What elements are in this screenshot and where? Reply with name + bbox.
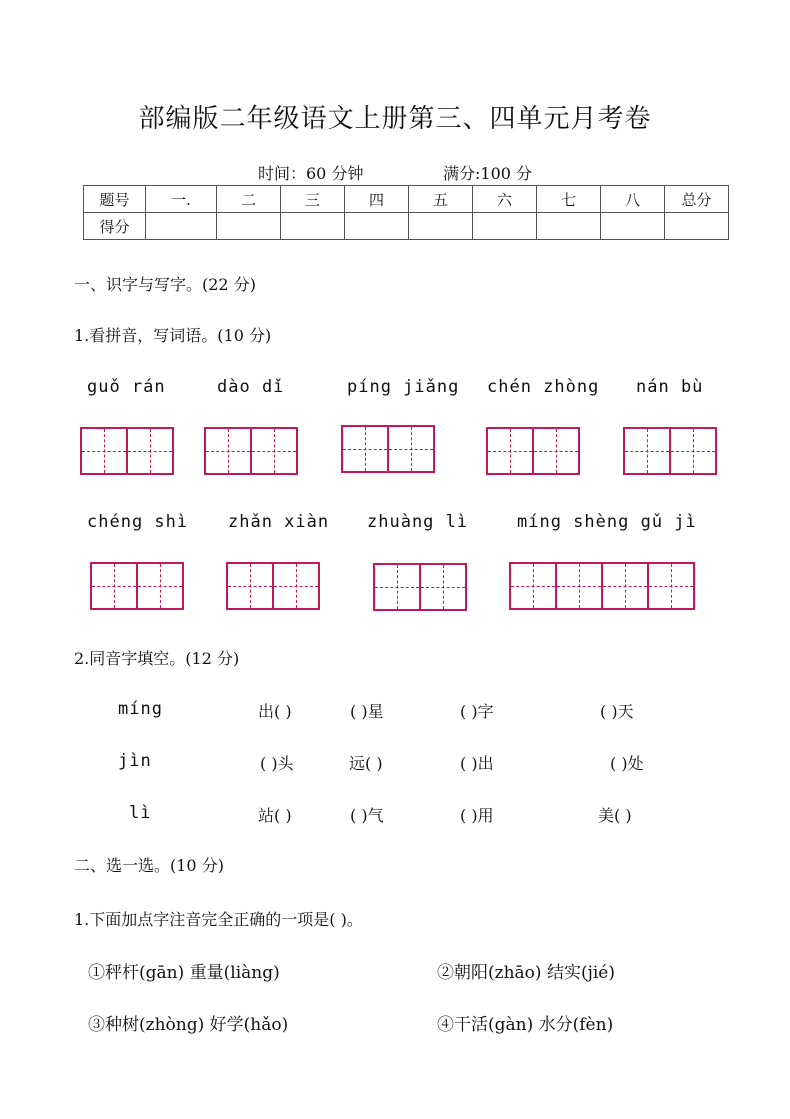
score-header-cell: 题号 — [84, 186, 146, 213]
choice-option[interactable]: ①秤杆(gān) 重量(liàng) — [88, 963, 280, 983]
score-cell[interactable] — [473, 213, 537, 240]
q1-heading: 1.看拼音，写词语。(10 分) — [74, 326, 272, 345]
pinyin-prompt: zhǎn xiàn — [228, 512, 330, 532]
choice-option[interactable]: ④干活(gàn) 水分(fèn) — [437, 1015, 614, 1035]
writing-grid[interactable] — [623, 427, 715, 475]
score-header-cell: 总分 — [665, 186, 729, 213]
page-title: 部编版二年级语文上册第三、四单元月考卷 — [138, 104, 652, 134]
score-cell[interactable] — [665, 213, 729, 240]
fill-blank[interactable]: ( )字 — [460, 702, 494, 721]
pinyin-prompt: nán bù — [636, 377, 704, 397]
pinyin-prompt: chéng shì — [87, 512, 189, 532]
fill-blank[interactable]: ( )头 — [260, 754, 294, 773]
fill-blank[interactable]: ( )出 — [460, 754, 494, 773]
score-header-cell: 三 — [281, 186, 345, 213]
score-cell[interactable] — [537, 213, 601, 240]
score-cell[interactable] — [146, 213, 217, 240]
pinyin-prompt: míng shèng gǔ jì — [517, 512, 697, 532]
fill-blank[interactable]: 远( ) — [349, 754, 383, 773]
fill-blank[interactable]: 站( ) — [258, 806, 292, 825]
fill-blank[interactable]: 美( ) — [598, 806, 632, 825]
score-cell[interactable] — [345, 213, 409, 240]
writing-grid[interactable] — [509, 562, 693, 610]
score-table — [83, 185, 729, 240]
pinyin-prompt: dào dǐ — [217, 377, 285, 397]
exam-time: 时间：60 分钟 — [258, 164, 364, 183]
writing-grid[interactable] — [204, 427, 296, 475]
pinyin-prompt: guǒ rán — [87, 377, 166, 397]
fill-blank[interactable]: ( )处 — [610, 754, 644, 773]
exam-full-score: 满分:100 分 — [443, 164, 533, 183]
s2-q1-heading: 1.下面加点字注音完全正确的一项是( )。 — [74, 910, 363, 929]
pinyin-prompt: píng jiǎng — [347, 377, 460, 397]
score-cell[interactable] — [409, 213, 473, 240]
section1-heading: 一、识字与写字。(22 分) — [74, 275, 256, 294]
score-cell[interactable] — [601, 213, 665, 240]
score-table-score-row — [84, 213, 729, 240]
fill-blank[interactable]: ( )天 — [600, 702, 634, 721]
pinyin-prompt: chén zhòng — [487, 377, 600, 397]
score-cell[interactable] — [217, 213, 281, 240]
score-header-cell: 六 — [473, 186, 537, 213]
writing-grid[interactable] — [80, 427, 172, 475]
writing-grid[interactable] — [373, 563, 465, 611]
section2-heading: 二、选一选。(10 分) — [74, 856, 224, 875]
homophone-pinyin: lì — [129, 803, 152, 823]
score-header-cell: 四 — [345, 186, 409, 213]
score-header-cell: 七 — [537, 186, 601, 213]
fill-blank[interactable]: ( )气 — [350, 806, 384, 825]
score-table-header-row — [84, 186, 729, 213]
writing-grid[interactable] — [226, 562, 318, 610]
choice-option[interactable]: ③种树(zhòng) 好学(hǎo) — [88, 1015, 289, 1035]
writing-grid[interactable] — [90, 562, 182, 610]
pinyin-prompt: zhuàng lì — [367, 512, 469, 532]
fill-blank[interactable]: ( )用 — [460, 806, 494, 825]
q2-heading: 2.同音字填空。(12 分) — [74, 649, 240, 668]
score-row-label: 得分 — [84, 213, 146, 240]
fill-blank[interactable]: 出( ) — [258, 702, 292, 721]
score-header-cell: 五 — [409, 186, 473, 213]
score-header-cell: 八 — [601, 186, 665, 213]
score-header-cell: 二 — [217, 186, 281, 213]
writing-grid[interactable] — [486, 427, 578, 475]
score-header-cell: 一. — [146, 186, 217, 213]
fill-blank[interactable]: ( )星 — [350, 702, 384, 721]
homophone-pinyin: míng — [118, 699, 163, 719]
writing-grid[interactable] — [341, 425, 433, 473]
score-cell[interactable] — [281, 213, 345, 240]
homophone-pinyin: jìn — [118, 751, 152, 771]
choice-option[interactable]: ②朝阳(zhāo) 结实(jié) — [437, 963, 615, 983]
